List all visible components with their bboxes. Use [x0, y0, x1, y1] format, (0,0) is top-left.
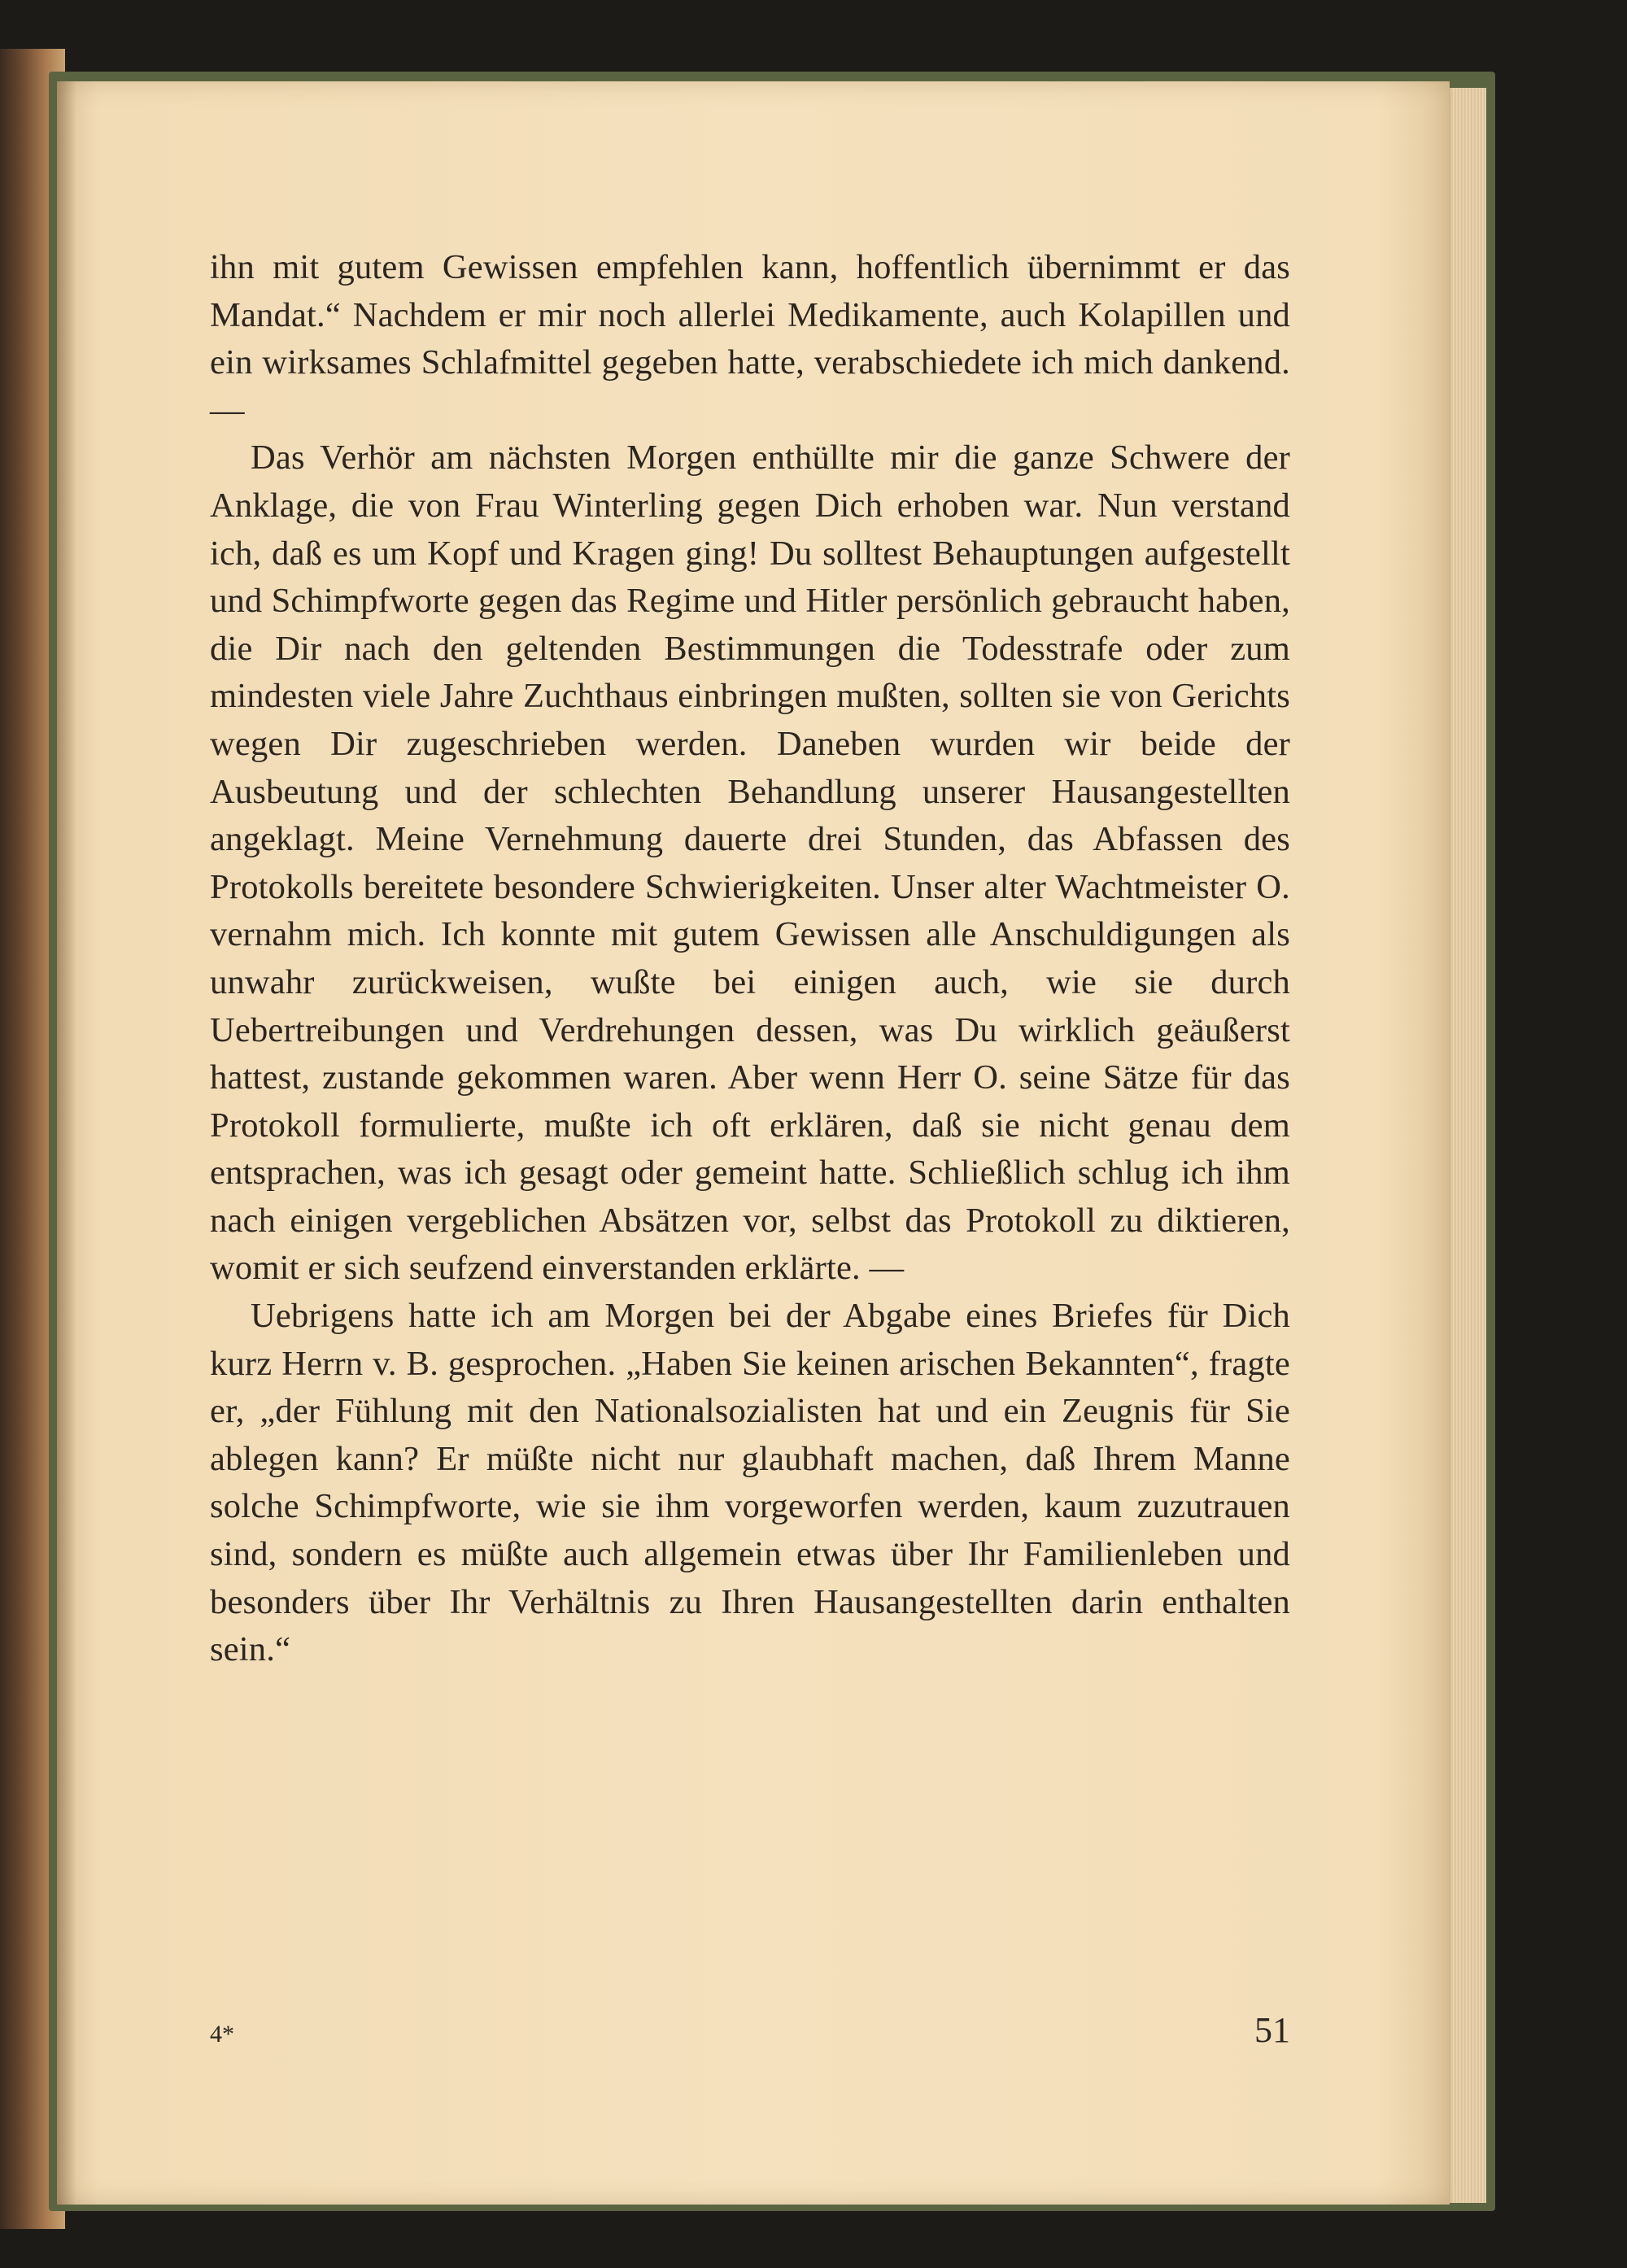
paragraph-3: Uebrigens hatte ich am Morgen bei der Abgabe eines Briefes für Dich kurz Herrn v. B. gesprochen. „Haben Sie keinen arischen Bekannten“, fragte er, „der Fühlung mit den Nationalsozialisten hat und ein Zeugnis für Sie ablegen kann? Er müßte nicht nur glaubhaft machen, daß Ihrem Manne solche Schimpfworte, wie sie ihm vorgeworfen werden, kaum zuzutrauen sind, sondern es müßte auch allgemein etwas über Ihr Familienleben und besonders über Ihr Verhältnis zu Ihren Hausangestellten darin enthalten sein.“	[210, 1297, 1290, 1669]
paragraph-1: ihn mit gutem Gewissen empfehlen kann, hoffentlich übernimmt er das Mandat.“ Nachdem er mir noch allerlei Medikamente, auch Kolapillen und ein wirksames Schlafmittel gegeben hatte, verabschiedete ich mich dankend. —	[210, 248, 1290, 430]
gutter-shadow	[57, 81, 76, 2205]
signature-mark: 4*	[210, 2021, 234, 2048]
page-edges	[1450, 88, 1486, 2203]
paragraph-2: Das Verhör am nächsten Morgen enthüllte mir die ganze Schwere der Anklage, die von Frau Winterling gegen Dich erhoben war. Nun verstand ich, daß es um Kopf und Kragen ging! Du solltest Behauptungen aufgestellt und Schimpfworte gegen das Regime und Hitler persönlich gebraucht haben, die Dir nach den geltenden Bestimmungen die Todesstrafe oder zum mindesten viele Jahre Zuchthaus einbringen mußten, sollten sie von Gerichts wegen Dir zugeschrieben werden. Daneben wurden wir beide der Ausbeutung und der schlechten Behandlung unserer Hausangestellten angeklagt. Meine Vernehmung dauerte drei Stunden, das Abfassen des Protokolls bereitete besondere Schwierigkeiten. Unser alter Wachtmeister O. vernahm mich. Ich konnte mit gutem Gewissen alle Anschuldigungen als unwahr zurückweisen, wußte bei einigen auch, wie sie durch Uebertreibungen und Verdrehungen dessen, was Du wirklich geäußerst hattest, zustande gekommen waren. Aber wenn Herr O. seine Sätze für das Protokoll formulierte, mußte ich oft erklären, daß sie nicht genau dem entsprachen, was ich gesagt oder gemeint hatte. Schließlich schlug ich ihm nach einigen vergeblichen Absätzen vor, selbst das Protokoll zu diktieren, womit er sich seufzend einverstanden erklärte. —	[210, 438, 1290, 1288]
page-text	[210, 244, 1290, 1674]
page-number: 51	[1254, 2010, 1290, 2050]
